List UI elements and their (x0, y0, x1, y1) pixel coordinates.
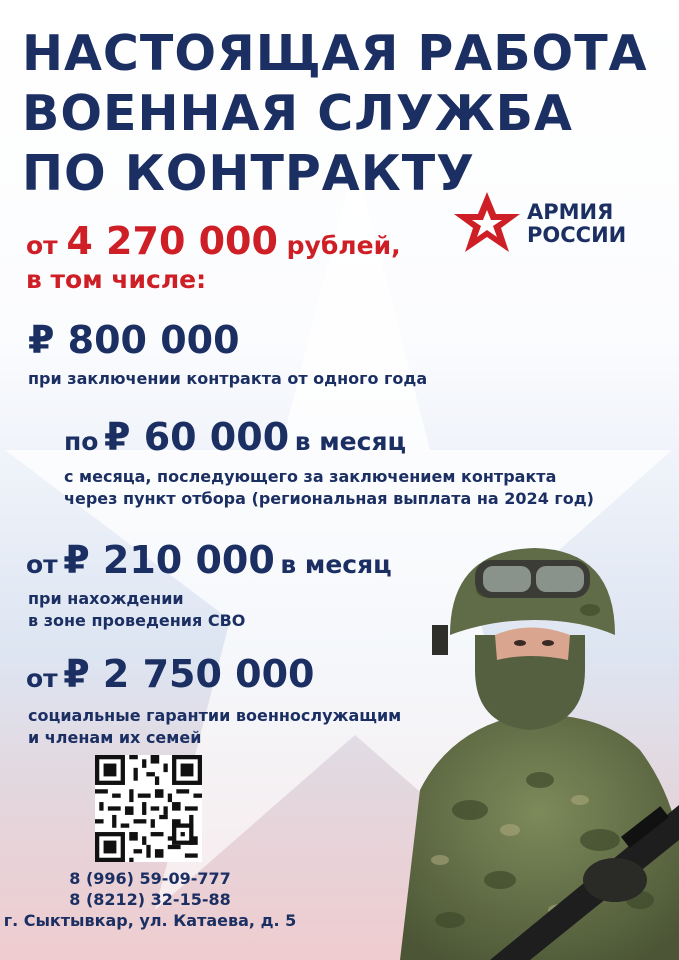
payment-description (64, 466, 594, 510)
total-amount (26, 219, 401, 295)
payment-amount (64, 415, 406, 459)
description-line: при заключении контракта от одного года (28, 369, 428, 388)
description-line: при нахождении (28, 589, 184, 608)
payment-amount (28, 318, 240, 362)
amount-suffix: в месяц (294, 427, 407, 456)
description-line: в зоне проведения СВО (28, 611, 246, 630)
total-prefix: от (26, 231, 58, 260)
payment-amount (26, 652, 314, 696)
soldier-image (380, 540, 679, 960)
title-line: ВОЕННАЯ СЛУЖБА (22, 85, 573, 142)
page-title (22, 24, 648, 204)
army-russia-logo (452, 190, 652, 254)
logo-line: АРМИЯ (527, 200, 614, 224)
contacts (0, 868, 300, 931)
phone-number[interactable]: 8 (996) 59-09-777 (69, 869, 231, 888)
address: г. Сыктывкар, ул. Катаева, д. 5 (3, 911, 297, 930)
qr-code[interactable] (95, 755, 202, 862)
title-line: ПО КОНТРАКТУ (22, 145, 475, 202)
logo-line: РОССИИ (527, 223, 627, 247)
total-subtitle: в том числе: (26, 265, 207, 294)
amount-suffix: в месяц (280, 550, 392, 579)
amount-prefix: от (26, 664, 58, 693)
red-star-icon (452, 190, 522, 254)
amount-value: ₽ 60 000 (104, 415, 290, 459)
phone-number[interactable]: 8 (8212) 32-15-88 (69, 890, 231, 909)
amount-value: ₽ 2 750 000 (63, 652, 315, 696)
payment-amount (26, 538, 392, 582)
title-line: НАСТОЯЩАЯ РАБОТА (22, 25, 648, 82)
payment-description (28, 705, 401, 749)
total-suffix: рублей, (286, 231, 401, 260)
description-line: и членам их семей (28, 728, 202, 747)
total-value: 4 270 000 (66, 219, 278, 263)
amount-prefix: по (64, 427, 99, 456)
payment-description (28, 368, 427, 390)
amount-value: ₽ 210 000 (63, 538, 275, 582)
description-line: социальные гарантии военнослужащим (28, 706, 402, 725)
payment-description (28, 588, 245, 632)
description-line: через пункт отбора (региональная выплата на 2024 год) (64, 489, 594, 508)
amount-prefix: от (26, 550, 58, 579)
description-line: с месяца, последующего за заключением контракта (64, 467, 557, 486)
amount-value: ₽ 800 000 (28, 318, 240, 362)
